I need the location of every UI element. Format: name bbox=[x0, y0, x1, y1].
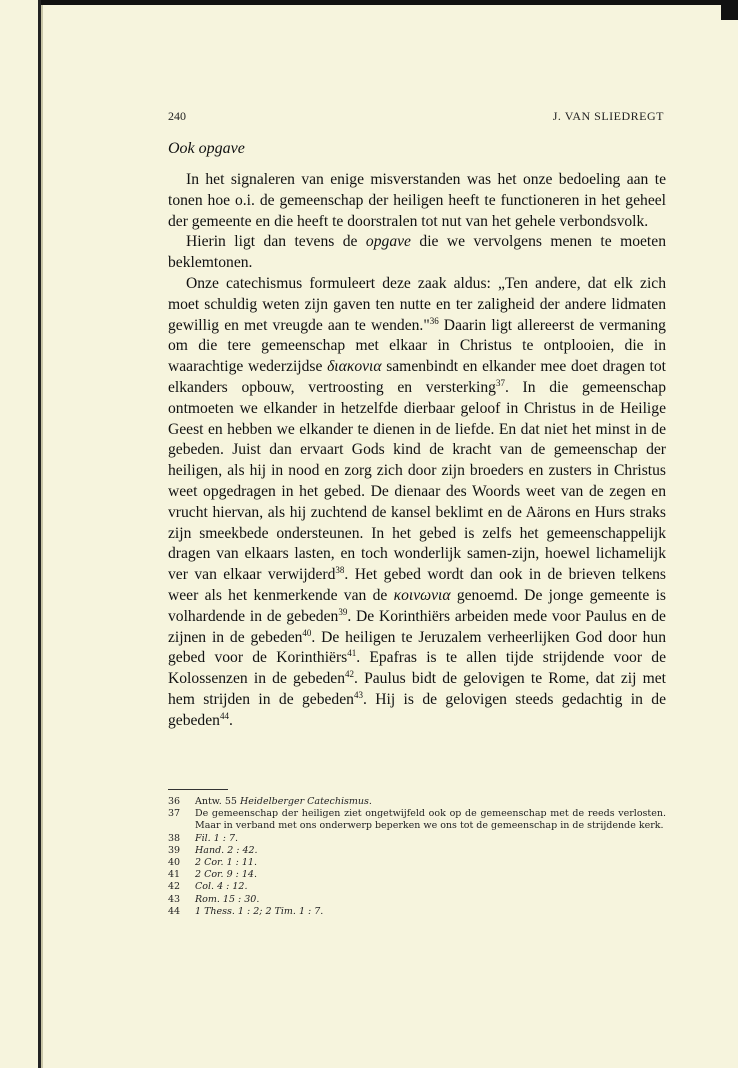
paragraph-3: Onze catechismus formuleert deze zaak aldus: „Ten andere, dat elk zich moet schuldig weten zijn gaven ten nutte en ter zaligheid der andere lidmaten gewillig en met vreugde aan te wenden."$^{36}$ Daarin ligt allereerst de vermaning om die tere gemeenschap met elkaar in Christus te ontplooien, die in waarachtige wederzijdse διακονια samenbindt en elkander mee doet dragen tot elkanders opbouw, vertroosting en versterking$^{37}$. In die gemeenschap ontmoeten we elkander in hetzelfde dierbaar geloof in Christus in de Heilige Geest en hebben we elkander te dienen in de liefde. En dat niet het minst in de gebeden. Juist dan ervaart Gods kind de kracht van de gemeenschap der heiligen, als hij in nood en zorg zich door zijn broeders en zusters in Christus weet opgedragen in het gebed. De dienaar des Woords weet van de zegen en vrucht hiervan, als hij zuchtend de kansel beklimt en de Aärons en Hurs straks zijn smeekbede ondersteunen. In het gebed is zelfs het gemeenschappelijk dragen van elkaars lasten, en toch wonderlijk samen-zijn, hoewel lichamelijk ver van elkaar verwijderd$^{38}$. Het gebed wordt dan ook in de brieven telkens weer als het kenmerkende van de κοινωνια genoemd. De jonge gemeente is volhardende in de gebeden$^{39}$. De Korinthiërs arbeiden mede voor Paulus en de zijnen in de gebeden$^{40}$. De heiligen te Jeruzalem verheerlijken God door hun gebed voor de Korinthiërs$^{41}$. Epafras is te allen tijde strijdende voor de Kolossenzen in de gebeden$^{42}$. Paulus bidt de gelovigen te Rome, dat zij met hem strijden in de gebeden$^{43}$. Hij is de gelovigen steeds gedachtig in de gebeden$^{44}$. bbox=[168, 274, 667, 729]
running-head bbox=[168, 109, 664, 125]
footnote-ref-43: 43 bbox=[353, 689, 363, 700]
footnote-number: 36 bbox=[168, 796, 181, 807]
footnote-number: 38 bbox=[168, 832, 181, 844]
scan-border-top bbox=[40, 0, 738, 5]
footnote-number: 44 bbox=[168, 905, 181, 917]
footnote-44: 44 1 Thess. 1 : 2; 2 Tim. 1 : 7. bbox=[168, 905, 324, 917]
paragraph-1: In het signaleren van enige misverstanden was het onze bedoeling aan te tonen hoe o.i. de gemeenschap der heiligen heeft te functioneren in het geheel der gemeente en die heeft te doorstralen tot nut van het gehele verbondsvolk. bbox=[168, 171, 666, 230]
emphasis-opgave: opgave bbox=[365, 233, 411, 251]
greek-koinonia: κοινωνια bbox=[393, 586, 451, 604]
footnote-number: 43 bbox=[168, 893, 181, 905]
footnote-number: 40 bbox=[168, 857, 181, 869]
footnote-ref-39: 39 bbox=[338, 606, 348, 617]
footnote-ref-40: 40 bbox=[302, 627, 312, 638]
footnote-number: 37 bbox=[168, 808, 181, 820]
running-head-author: J. VAN SLIEDREGT bbox=[552, 109, 664, 123]
footnote-number: 39 bbox=[168, 844, 181, 856]
footnote-40: 40 2 Cor. 1 : 11. bbox=[168, 857, 257, 869]
page-edge-shadow bbox=[41, 5, 43, 1068]
body-text bbox=[168, 170, 666, 732]
greek-diakonia: διακονια bbox=[327, 358, 382, 376]
footnote-ref-42: 42 bbox=[345, 669, 355, 680]
page-number: 240 bbox=[168, 109, 186, 123]
footnote-ref-36: 36 bbox=[429, 315, 439, 326]
footnote-43: 43 Rom. 15 : 30. bbox=[168, 893, 260, 905]
footnote-39: 39 Hand. 2 : 42. bbox=[168, 844, 258, 856]
footnote-ref-44: 44 bbox=[219, 710, 229, 721]
footnote-37: 37 De gemeenschap der heiligen ziet ongetwijfeld ook op de gemeenschap met de reeds verlosten. Maar in verband met ons onderwerp beperken we ons tot de gemeenschap in de strijdende kerk. bbox=[168, 808, 666, 832]
footnote-number: 42 bbox=[168, 881, 181, 893]
section-heading: Ook opgave bbox=[168, 140, 245, 157]
footnote-ref-38: 38 bbox=[335, 565, 345, 576]
footnote-41: 41 2 Cor. 9 : 14. bbox=[168, 869, 257, 881]
footnote-42: 42 Col. 4 : 12. bbox=[168, 881, 248, 893]
footnote-ref-41: 41 bbox=[347, 648, 357, 659]
footnote-38: 38 Fil. 1 : 7. bbox=[168, 832, 239, 844]
scan-border-corner bbox=[721, 0, 738, 20]
footnote-ref-37: 37 bbox=[495, 377, 505, 388]
footnotes bbox=[168, 796, 666, 918]
footnote-36: 36 Antw. 55 Heidelberger Catechismus. bbox=[168, 796, 372, 807]
paragraph-2: Hierin ligt dan tevens de opgave die we vervolgens menen te moeten beklemtonen. bbox=[168, 233, 666, 272]
footnote-rule bbox=[168, 789, 228, 790]
footnote-number: 41 bbox=[168, 869, 181, 881]
